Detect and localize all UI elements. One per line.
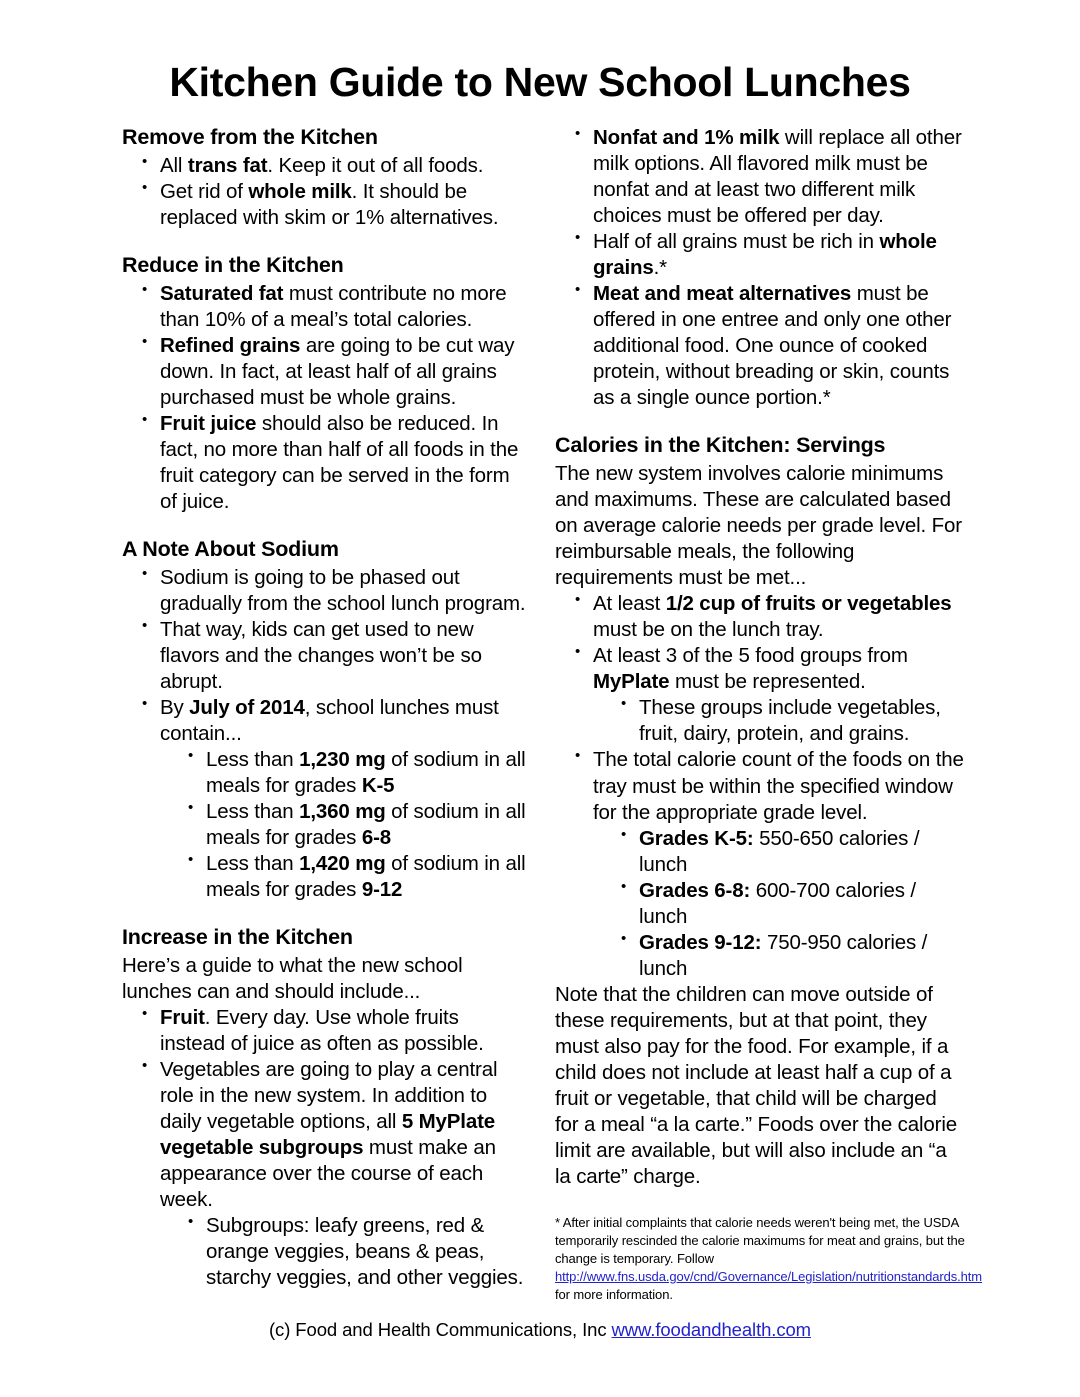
grade-label: Grades K-5: <box>639 826 754 850</box>
text-fragment: .* <box>653 256 667 280</box>
section-heading-increase: Increase in the Kitchen <box>122 925 353 950</box>
text-fragment: Less than <box>206 852 300 876</box>
footnote-text-after: for more information. <box>555 1286 673 1302</box>
text-emphasis: 1,360 mg <box>299 800 386 824</box>
subgroups-sublist <box>160 1213 527 1291</box>
text-fragment: will replace all other milk options. All flavored milk must be nonfat and at least two different milk choices must be offered per day. <box>593 126 962 228</box>
text-emphasis: 9-12 <box>361 878 403 902</box>
text-emphasis: July of 2014 <box>189 695 305 719</box>
section-heading-remove: Remove from the Kitchen <box>122 125 378 149</box>
text-fragment: All <box>160 153 188 177</box>
sodium-list <box>122 565 527 903</box>
increase-list <box>122 1005 527 1291</box>
grade-calorie-sublist <box>593 826 965 982</box>
section-heading-reduce: Reduce in the Kitchen <box>122 252 344 277</box>
page-title: Kitchen Guide to New School Lunches <box>169 59 911 105</box>
text-fragment: At least 3 of the 5 food groups from <box>593 644 908 668</box>
list-item <box>182 851 527 903</box>
list-item <box>136 695 527 903</box>
list-item <box>182 747 527 799</box>
calories-list <box>555 591 965 981</box>
text-fragment: are going to be cut way down. In fact, at least half of all grains purchased must be whole grains. <box>160 333 515 409</box>
section-note-about-sodium <box>122 537 527 903</box>
text-emphasis: MyPlate <box>593 670 670 694</box>
text-emphasis: Fruit <box>160 1006 205 1030</box>
text-fragment: Get rid of <box>160 179 249 203</box>
text-fragment: must be represented. <box>669 670 866 694</box>
remove-list <box>122 153 527 231</box>
requirements-list <box>555 125 965 411</box>
text-emphasis: 5 MyPlate vegetable subgroups <box>160 1110 496 1160</box>
text-fragment: of sodium in all meals for grades <box>206 852 526 902</box>
list-item <box>569 281 965 411</box>
list-item <box>615 826 965 878</box>
text-emphasis: Saturated fat <box>160 281 284 305</box>
text-fragment: of sodium in all meals for grades <box>206 747 526 798</box>
list-item: • Subgroups: leafy greens, red & orange veggies, beans & peas, starchy veggies, and other veggies. <box>182 1213 527 1291</box>
calories-intro-text: The new system involves calorie minimums and maximums. These are calculated based on average calorie needs per grade level. For reimbursable meals, the following requirements must be met... <box>555 462 962 590</box>
text-fragment: . Every day. Use whole fruits instead of juice as often as possible. <box>160 1006 484 1056</box>
copyright-text: (c) Food and Health Communications, Inc <box>269 1319 612 1340</box>
list-item <box>615 930 965 982</box>
text-fragment: . It should be replaced with skim or 1% alternatives. <box>160 179 499 229</box>
text-emphasis: Meat and meat alternatives <box>593 282 852 306</box>
text-emphasis: 1,230 mg <box>299 747 386 771</box>
list-item <box>136 333 527 411</box>
text-emphasis: 1,420 mg <box>299 852 386 876</box>
list-item <box>136 179 527 231</box>
text-fragment: must contribute no more than 10% of a meal’s total calories. <box>160 281 507 331</box>
text-fragment: Less than <box>206 800 300 824</box>
text-emphasis: trans fat <box>187 153 268 177</box>
text-fragment: must make an appearance over the course of each week. <box>160 1136 496 1212</box>
list-item <box>136 411 527 515</box>
list-item <box>615 878 965 930</box>
text-fragment: Vegetables are going to play a central role in the new system. In addition to daily vegetable options, all <box>160 1058 498 1134</box>
list-item: • That way, kids can get used to new flavors and the changes won’t be so abrupt. <box>136 617 527 695</box>
text-fragment: should also be reduced. In fact, no more than half of all foods in the fruit category can be served in the form of juice. <box>160 411 519 513</box>
list-item <box>569 229 965 281</box>
list-item <box>182 799 527 851</box>
grade-calorie-value: 600-700 calories / lunch <box>639 878 916 928</box>
text-emphasis: 6-8 <box>361 826 392 850</box>
grade-label: Grades 6-8: <box>639 878 751 902</box>
list-item <box>569 643 965 747</box>
footnote-usda-link[interactable]: http://www.fns.usda.gov/cnd/Governance/Legislation/nutritionstandards.htm <box>555 1268 983 1284</box>
calories-closing-text: Note that the children can move outside of these requirements, but at that point, they must also pay for the food. For example, if a child does not include at least half a cup of a fruit or vegetable, that child will be charged for a meal “a la carte.” Foods over the calorie limit are available, but will also include an “a la carte” charge. <box>555 982 957 1188</box>
list-item <box>136 153 527 179</box>
list-item <box>569 747 965 981</box>
text-fragment: By <box>160 695 190 719</box>
left-column <box>122 125 527 1291</box>
section-continued-requirements <box>555 125 965 411</box>
section-heading-sodium: A Note About Sodium <box>122 536 339 561</box>
text-fragment: Less than <box>206 747 300 771</box>
right-column <box>555 125 983 1304</box>
text-fragment: of sodium in all meals for grades <box>206 800 526 850</box>
text-emphasis: whole grains <box>593 230 937 280</box>
section-heading-calories: Calories in the Kitchen: Servings <box>555 433 886 458</box>
text-fragment: Half of all grains must be rich in <box>593 230 880 254</box>
sodium-sublist <box>160 747 527 903</box>
grade-calorie-value: 750-950 calories / lunch <box>639 930 928 980</box>
footer-website-link[interactable]: www.foodandhealth.com <box>611 1319 811 1340</box>
grade-label: Grades 9-12: <box>639 930 762 954</box>
section-increase-in-kitchen <box>122 925 527 1291</box>
text-emphasis: K-5 <box>361 774 395 798</box>
text-fragment: , school lunches must contain... <box>160 695 499 745</box>
reduce-list <box>122 281 527 515</box>
text-fragment: must be on the lunch tray. <box>593 618 824 642</box>
list-item <box>569 591 965 643</box>
section-reduce-in-kitchen <box>122 253 527 515</box>
text-fragment: must be offered in one entree and only one other additional food. One ounce of cooked protein, without breading or skin, counts as a single ounce portion.* <box>593 282 952 410</box>
increase-intro-text: Here’s a guide to what the new school lunches can and should include... <box>122 953 463 1003</box>
list-item <box>136 1005 527 1057</box>
list-item <box>136 1057 527 1291</box>
text-emphasis: 1/2 cup of fruits or vegetables <box>665 592 952 616</box>
two-column-layout <box>0 103 1080 1304</box>
text-emphasis: Fruit juice <box>160 411 257 435</box>
text-fragment: . Keep it out of all foods. <box>267 153 484 177</box>
text-emphasis: Refined grains <box>160 333 301 357</box>
list-item: • These groups include vegetables, fruit, dairy, protein, and grains. <box>615 695 965 747</box>
text-emphasis: whole milk <box>248 179 352 203</box>
section-remove-from-kitchen <box>122 125 527 231</box>
text-emphasis: Nonfat and 1% milk <box>593 126 780 149</box>
footnote <box>555 1214 983 1304</box>
footnote-text-before: * After initial complaints that calorie needs weren't being met, the USDA temporarily rescinded the calorie maximums for meat and grains, but the change is temporary. Follow <box>555 1215 965 1266</box>
list-item <box>569 125 965 229</box>
myplate-groups-sublist <box>593 695 965 747</box>
page-footer <box>0 1319 1080 1341</box>
grade-calorie-value: 550-650 calories / lunch <box>639 826 920 876</box>
list-item: • Sodium is going to be phased out gradually from the school lunch program. <box>136 565 527 617</box>
text-fragment: The total calorie count of the foods on the tray must be within the specified window for the appropriate grade level. <box>593 748 964 824</box>
text-fragment: At least <box>593 592 666 616</box>
section-calories-servings <box>555 433 965 1190</box>
list-item <box>136 281 527 333</box>
